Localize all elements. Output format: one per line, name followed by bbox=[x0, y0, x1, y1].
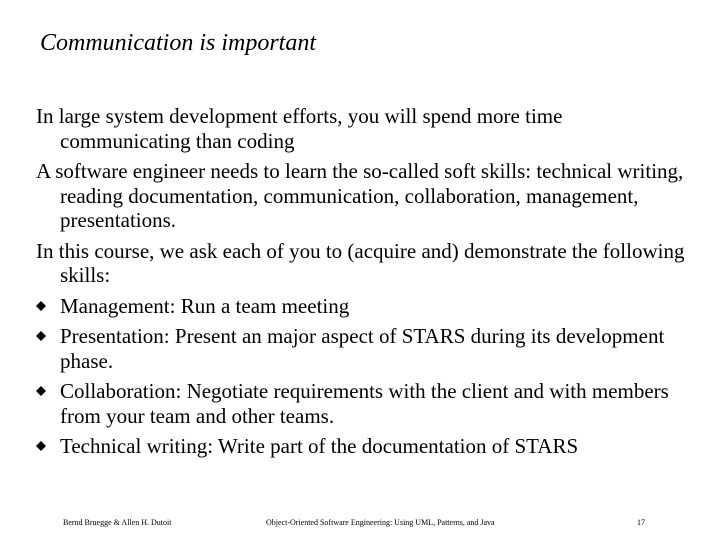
paragraph-course-skills: In this course, we ask each of you to (acquire and) demonstrate the following skills: bbox=[36, 238, 685, 287]
paragraph-time-communicating: In large system development efforts, you will spend more time communicating than coding bbox=[36, 104, 563, 153]
paragraph-soft-skills: A software engineer needs to learn the so-called soft skills: technical writing, reading documentation, communication, collaboration, management, presentations. bbox=[36, 159, 684, 232]
diamond-bullet-icon bbox=[36, 301, 46, 311]
slide-title: Communication is important bbox=[40, 30, 317, 56]
bullet-item-technical-writing bbox=[36, 434, 686, 459]
bullet-text: Management: Run a team meeting bbox=[60, 293, 350, 318]
diamond-bullet-icon bbox=[36, 441, 46, 451]
footer-book-title: Object-Oriented Software Engineering: Using UML, Patterns, and Java bbox=[266, 518, 495, 527]
bullet-text: Presentation: Present an major aspect of STARS during its development phase. bbox=[60, 324, 665, 373]
bullet-text: Collaboration: Negotiate requirements with the client and with members from your team and other teams. bbox=[60, 379, 669, 428]
diamond-bullet-icon bbox=[36, 386, 46, 396]
footer-page-number: 17 bbox=[637, 518, 645, 527]
footer-authors: Bernd Bruegge & Allen H. Dutoit bbox=[63, 518, 172, 527]
bullet-item-presentation bbox=[36, 324, 686, 373]
diamond-bullet-icon bbox=[36, 331, 46, 341]
bullet-text: Technical writing: Write part of the documentation of STARS bbox=[60, 434, 579, 458]
bullet-item-management bbox=[36, 294, 686, 319]
bullet-item-collaboration bbox=[36, 379, 686, 428]
slide-body bbox=[36, 104, 686, 465]
